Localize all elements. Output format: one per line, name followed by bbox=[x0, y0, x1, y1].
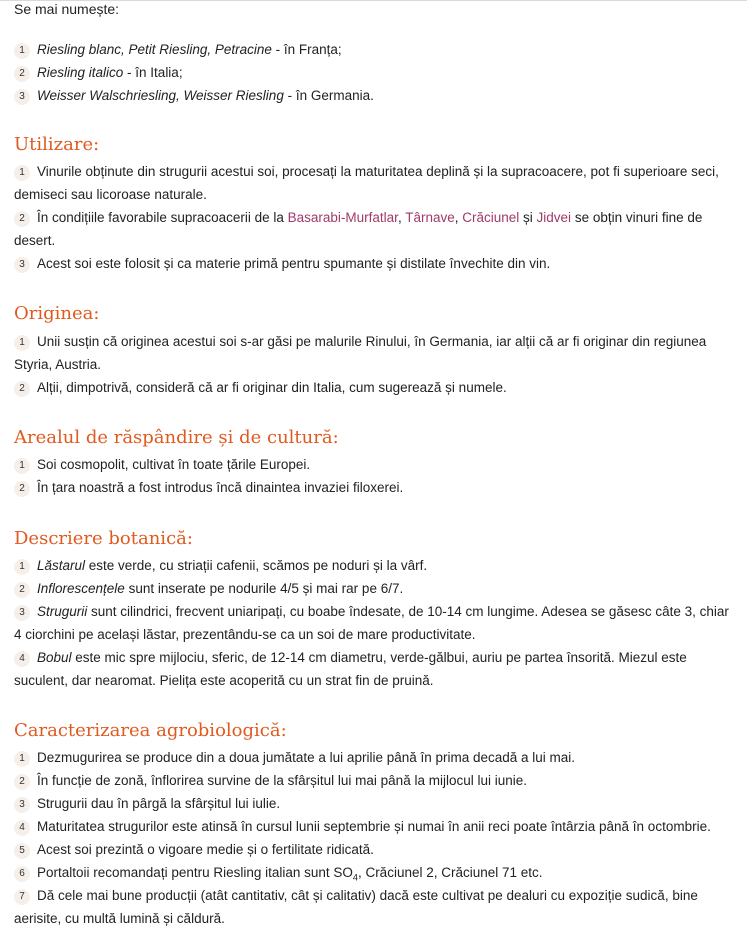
list-number: 3 bbox=[14, 605, 30, 621]
item-text: este verde, cu striații cafenii, scămos pe noduri și la vârf. bbox=[85, 558, 428, 573]
list-item bbox=[14, 38, 734, 61]
list-item bbox=[14, 746, 734, 769]
term-italic: Bobul bbox=[37, 650, 72, 665]
list-number: 2 bbox=[14, 774, 30, 790]
list-item bbox=[14, 476, 734, 499]
name-region: - în Germania. bbox=[283, 88, 374, 103]
link-jidvei[interactable]: Jidvei bbox=[536, 210, 572, 225]
list-number: 6 bbox=[14, 866, 30, 882]
list-number: 2 bbox=[14, 481, 30, 497]
list-item bbox=[14, 861, 734, 884]
list-item bbox=[14, 646, 734, 692]
item-text: , Crăciunel 2, Crăciunel 71 etc. bbox=[357, 865, 543, 880]
separator: și bbox=[519, 210, 537, 225]
separator: , bbox=[397, 210, 406, 225]
link-craciunel[interactable]: Crăciunel bbox=[462, 210, 520, 225]
separator: , bbox=[454, 210, 463, 225]
list-item bbox=[14, 252, 734, 275]
section-title-caracterizarea: Caracterizarea agrobiologică: bbox=[14, 720, 287, 741]
alternate-names-list bbox=[14, 38, 734, 107]
list-number: 5 bbox=[14, 843, 30, 859]
list-number: 1 bbox=[14, 43, 30, 59]
name-region: - în Italia; bbox=[123, 65, 183, 80]
subscript: 4 bbox=[352, 872, 358, 883]
item-text: În țara noastră a fost introdus încă dinaintea invaziei filoxerei. bbox=[37, 480, 404, 495]
list-item bbox=[14, 600, 734, 646]
list-item bbox=[14, 577, 734, 600]
name-italic: Riesling blanc, Petit Riesling, Petracine bbox=[37, 42, 272, 57]
caracterizarea-list bbox=[14, 746, 734, 930]
section-title-originea: Originea: bbox=[14, 303, 100, 324]
term-italic: Strugurii bbox=[37, 604, 88, 619]
item-text: Dezmugurirea se produce din a doua jumătate a lui aprilie până în prima decadă a lui mai. bbox=[37, 750, 576, 765]
list-item bbox=[14, 815, 734, 838]
item-text: sunt cilindrici, frecvent uniaripați, cu boabe îndesate, de 10-14 cm lungime. Adesea se găsesc câte 3, chiar 4 ciorchini pe același lăstar, prezentându-se ca un soi de mare productivitate. bbox=[14, 604, 729, 642]
term-italic: Inflorescențele bbox=[37, 581, 125, 596]
list-number: 2 bbox=[14, 211, 30, 227]
list-number: 4 bbox=[14, 651, 30, 667]
list-item bbox=[14, 554, 734, 577]
list-number: 1 bbox=[14, 165, 30, 181]
list-number: 2 bbox=[14, 66, 30, 82]
section-title-descriere: Descriere botanică: bbox=[14, 528, 193, 549]
intro-text: Se mai numește: bbox=[14, 1, 120, 17]
item-text: Alții, dimpotrivă, consideră că ar fi originar din Italia, cum sugerează și numele. bbox=[37, 380, 507, 395]
list-item bbox=[14, 84, 734, 107]
name-italic: Weisser Walschriesling, Weisser Riesling bbox=[37, 88, 284, 103]
originea-list bbox=[14, 330, 734, 399]
list-number: 2 bbox=[14, 582, 30, 598]
list-number: 4 bbox=[14, 820, 30, 836]
list-number: 2 bbox=[14, 381, 30, 397]
item-text: Maturitatea strugurilor este atinsă în cursul lunii septembrie și numai în anii reci poate întârzia până în octombrie. bbox=[37, 819, 711, 834]
list-item bbox=[14, 884, 734, 930]
list-item bbox=[14, 160, 734, 206]
list-item bbox=[14, 206, 734, 252]
item-text: sunt inserate pe nodurile 4/5 și mai rar pe 6/7. bbox=[124, 581, 404, 596]
link-basarabi-murfatlar[interactable]: Basarabi-Murfatlar bbox=[287, 210, 398, 225]
list-number: 3 bbox=[14, 257, 30, 273]
list-number: 1 bbox=[14, 458, 30, 474]
list-item bbox=[14, 61, 734, 84]
list-number: 3 bbox=[14, 797, 30, 813]
section-title-arealul: Arealul de răspândire și de cultură: bbox=[14, 427, 339, 448]
list-item bbox=[14, 330, 734, 376]
item-text: În funcție de zonă, înflorirea survine de la sfârșitul lui mai până la mijlocul lui iunie. bbox=[37, 773, 528, 788]
list-number: 1 bbox=[14, 751, 30, 767]
item-text: Acest soi este folosit și ca materie primă pentru spumante și distilate învechite din vin. bbox=[37, 256, 551, 271]
item-text: Acest soi prezintă o vigoare medie și o fertilitate ridicată. bbox=[37, 842, 374, 857]
list-item bbox=[14, 453, 734, 476]
list-number: 1 bbox=[14, 335, 30, 351]
item-text: Strugurii dau în pârgă la sfârșitul lui iulie. bbox=[37, 796, 281, 811]
item-text: Unii susțin că originea acestui soi s-ar găsi pe malurile Rinului, în Germania, iar alții că ar fi originar din regiunea Styria, Austria. bbox=[14, 334, 707, 372]
name-region: - în Franța; bbox=[271, 42, 342, 57]
name-italic: Riesling italico bbox=[37, 65, 124, 80]
item-text: Soi cosmopolit, cultivat în toate țările Europei. bbox=[37, 457, 311, 472]
item-text: se obțin vinuri fine de desert. bbox=[14, 210, 703, 248]
item-text: În condițiile favorabile supracoacerii de la bbox=[37, 210, 288, 225]
term-italic: Lăstarul bbox=[37, 558, 86, 573]
section-title-utilizare: Utilizare: bbox=[14, 134, 100, 155]
item-text: este mic spre mijlociu, sferic, de 12-14 cm diametru, verde-gălbui, auriu pe partea însorită. Miezul este suculent, dar nearomat. Pielița este acoperită cu un strat fin de pruină. bbox=[14, 650, 687, 688]
item-text: Vinurile obținute din strugurii acestui soi, procesați la maturitatea deplină și la supracoacere, pot fi superioare seci, demiseci sau licoroase naturale. bbox=[14, 164, 719, 202]
list-item bbox=[14, 792, 734, 815]
item-text: Dă cele mai bune producții (atât cantitativ, cât și calitativ) dacă este cultivat pe dealuri cu expoziție sudică, bine aerisite, cu multă lumină și căldură. bbox=[14, 888, 698, 926]
list-item bbox=[14, 838, 734, 861]
link-tarnave[interactable]: Târnave bbox=[405, 210, 455, 225]
list-number: 7 bbox=[14, 889, 30, 905]
descriere-list bbox=[14, 554, 734, 692]
utilizare-list bbox=[14, 160, 734, 275]
list-item bbox=[14, 376, 734, 399]
list-number: 3 bbox=[14, 89, 30, 105]
arealul-list bbox=[14, 453, 734, 499]
list-number: 1 bbox=[14, 559, 30, 575]
item-text: Portaltoii recomandați pentru Riesling italian sunt SO bbox=[37, 865, 353, 880]
list-item bbox=[14, 769, 734, 792]
